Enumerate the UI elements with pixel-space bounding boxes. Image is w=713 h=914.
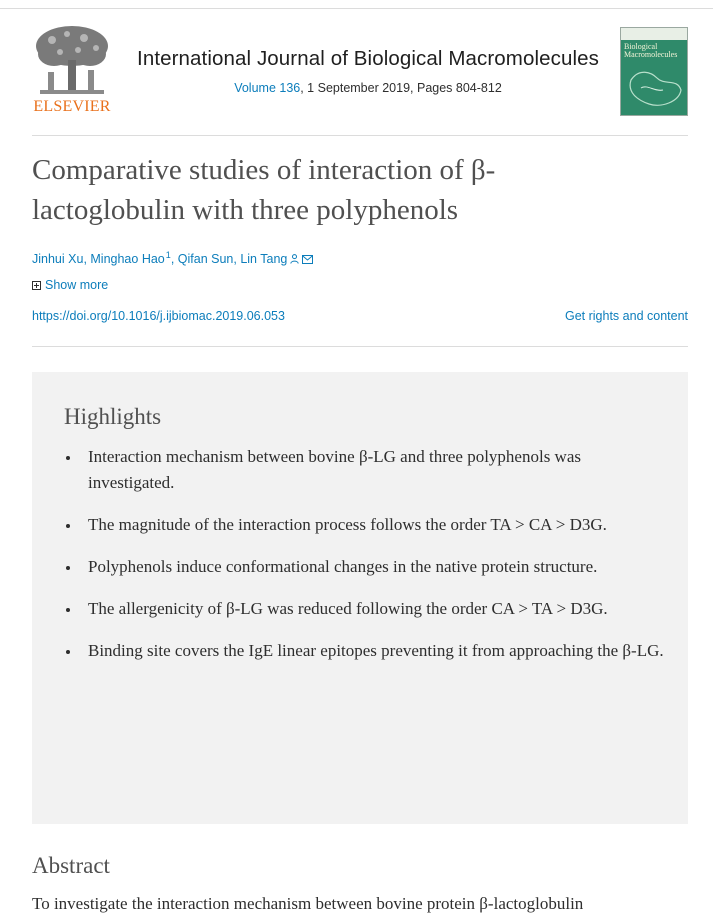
journal-header [32, 24, 688, 120]
affiliation-marker[interactable]: 1 [165, 250, 171, 260]
bullet-icon [66, 456, 70, 460]
highlight-item [64, 512, 664, 538]
bullet-icon [66, 524, 70, 528]
highlight-item [64, 596, 664, 622]
highlight-text: Binding site covers the IgE linear epitopes preventing it from approaching the β-LG. [88, 641, 664, 660]
cover-art-icon [621, 28, 688, 116]
doi-link[interactable]: https://doi.org/10.1016/j.ijbiomac.2019.06.053 [32, 309, 285, 323]
author-link[interactable]: Minghao Hao [90, 252, 165, 267]
issue-details: , 1 September 2019, Pages 804-812 [300, 81, 502, 95]
issue-info [118, 81, 618, 95]
article-title: Comparative studies of interaction of β-lactoglobulin with three polyphenols [32, 154, 496, 226]
abstract-first-line: To investigate the interaction mechanism between bovine protein β-lactoglobulin [32, 894, 584, 913]
plus-box-icon [32, 281, 41, 290]
highlights-panel [32, 372, 688, 824]
show-more-label: Show more [45, 278, 109, 292]
author-list: Jinhui Xu, Minghao Hao $^1$, Qifan Sun, Lin Tang [32, 250, 313, 267]
bullet-icon [66, 566, 70, 570]
highlight-text: The magnitude of the interaction process follows the order TA > CA > D3G. [88, 515, 607, 534]
author-link[interactable]: Qifan Sun [177, 252, 234, 267]
abstract-title: Abstract [32, 853, 110, 878]
highlight-text: Polyphenols induce conformational changes in the native protein structure. [88, 557, 598, 576]
rights-link[interactable]: Get rights and content [565, 309, 688, 323]
author-link[interactable]: Lin Tang [240, 252, 288, 267]
top-divider [0, 8, 713, 9]
meta-divider [32, 346, 688, 347]
highlight-item [64, 638, 664, 664]
publisher-name: ELSEVIER [33, 98, 111, 115]
highlight-text: Interaction mechanism between bovine β-LG and three polyphenols was investigated. [88, 447, 581, 492]
envelope-icon[interactable] [302, 253, 313, 267]
highlights-title: Highlights [64, 404, 162, 429]
journal-title-link[interactable]: International Journal of Biological Macromolecules [137, 47, 599, 70]
elsevier-logo[interactable] [32, 24, 112, 116]
header-divider [32, 135, 688, 136]
highlight-text: The allergenicity of β-LG was reduced following the order CA > TA > D3G. [88, 599, 608, 618]
person-icon[interactable] [290, 253, 299, 267]
highlight-item [64, 444, 664, 496]
journal-cover-thumbnail[interactable] [620, 27, 688, 116]
bullet-icon [66, 650, 70, 654]
author-link[interactable]: Jinhui Xu [32, 252, 84, 267]
cover-title: Biological Macromolecules [624, 42, 678, 59]
show-more-toggle[interactable] [32, 278, 108, 292]
elsevier-tree-icon [32, 24, 112, 96]
volume-link[interactable]: Volume 136 [234, 81, 301, 95]
highlight-item [64, 554, 664, 580]
highlights-list [64, 444, 664, 680]
bullet-icon [66, 608, 70, 612]
